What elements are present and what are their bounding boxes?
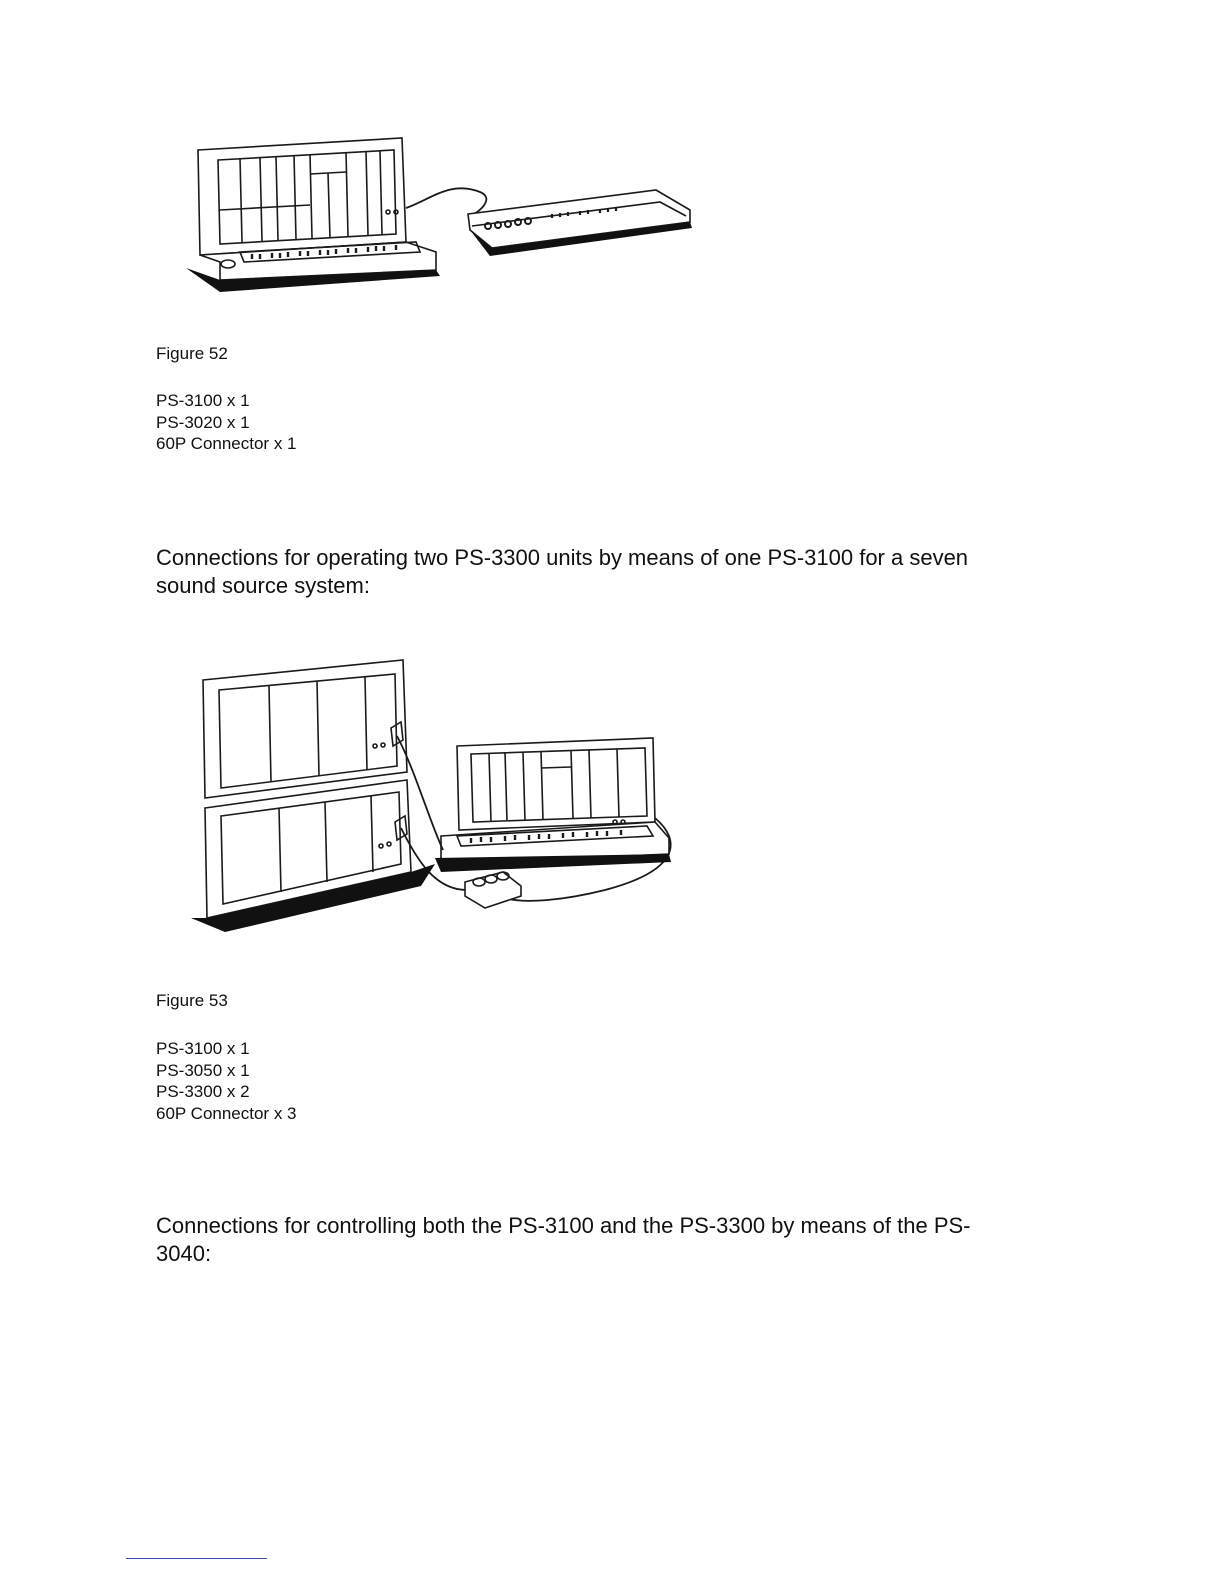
ps3050-unit: [465, 872, 521, 908]
parts-list-item: 60P Connector x 3: [156, 1103, 297, 1123]
parts-list-item: PS-3050 x 1: [156, 1060, 250, 1080]
parts-list: [156, 390, 297, 455]
parts-list-item: PS-3020 x 1: [156, 412, 250, 432]
section-heading: Connections for controlling both the PS-3100 and the PS-3300 by means of the PS-3040:: [156, 1213, 971, 1266]
connector-cable: [406, 188, 486, 216]
parts-list-item: PS-3300 x 2: [156, 1082, 250, 1101]
figure-52-illustration: [180, 130, 710, 300]
figure-caption: Figure 52: [156, 344, 228, 363]
parts-list-item: 60P Connector x 1: [156, 434, 297, 453]
section-heading: Connections for operating two PS-3300 units by means of one PS-3100 for a seven sound source system:: [156, 545, 969, 598]
figure-caption: Figure 53: [156, 991, 228, 1010]
parts-list-item: PS-3100 x 1: [156, 1039, 250, 1058]
figure-52-drawing: [180, 130, 710, 300]
figure-53-illustration: [185, 650, 685, 940]
footnote-rule: [126, 1558, 267, 1559]
parts-list-item: PS-3100 x 1: [156, 391, 250, 410]
parts-list: [156, 1038, 297, 1124]
figure-53-drawing: [185, 650, 685, 940]
